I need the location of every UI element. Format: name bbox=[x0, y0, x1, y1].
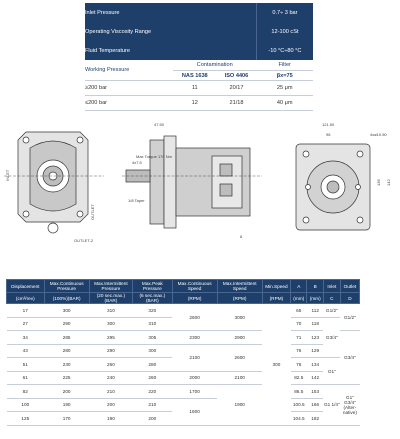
cont-cell: 190 bbox=[44, 398, 89, 412]
cont-cell: 280 bbox=[44, 344, 89, 358]
disp-cell: 51 bbox=[7, 358, 45, 372]
dim-142: 142 bbox=[386, 179, 391, 186]
inter-cell: 190 bbox=[89, 412, 132, 426]
contamination-header: Contamination bbox=[173, 60, 256, 71]
peak-cell: 280 bbox=[133, 358, 172, 372]
outlet2-label: OUTLET-2 bbox=[74, 238, 94, 243]
cont-speed-cell: 2300 bbox=[172, 331, 217, 345]
cont-speed-cell: 2600 bbox=[172, 304, 217, 331]
dim-bolt-holes: 4x⌀10.50 bbox=[370, 132, 387, 137]
inter-cell: 290 bbox=[89, 344, 132, 358]
dim-96: 96 bbox=[326, 132, 331, 137]
a-cell: 104.5 bbox=[291, 412, 307, 426]
spec-label: Inlet Pressure bbox=[85, 3, 256, 22]
spec-header-row bbox=[85, 60, 313, 71]
b-cell: 166 bbox=[307, 398, 323, 412]
dim-8: 8 bbox=[240, 234, 243, 239]
a-cell: 76 bbox=[291, 358, 307, 372]
disp-cell: 34 bbox=[7, 331, 45, 345]
col-min-speed: Min.Speed bbox=[262, 280, 290, 293]
a-cell: 86.5 bbox=[291, 385, 307, 399]
cont-cell: 300 bbox=[44, 304, 89, 318]
b-cell: 123 bbox=[307, 331, 323, 345]
pump-technical-drawing bbox=[4, 118, 396, 258]
inlet-label: INLET bbox=[5, 169, 10, 181]
peak-cell: 260 bbox=[133, 371, 172, 385]
table-row bbox=[7, 385, 360, 399]
peak-cell: 210 bbox=[133, 398, 172, 412]
cont-cell: 290 bbox=[44, 317, 89, 331]
inlet-cell: G1 1/4" bbox=[323, 385, 340, 426]
working-pressure-header: Working Pressure bbox=[85, 60, 173, 81]
disp-cell: 17 bbox=[7, 304, 45, 318]
outlet-cell: G3/4" bbox=[340, 331, 359, 385]
cont-speed-cell: 1700 bbox=[172, 385, 217, 399]
cont-cell: 200 bbox=[44, 385, 89, 399]
filter-cell: 25 μm bbox=[256, 81, 313, 96]
unit-cell: (RPM) bbox=[172, 293, 217, 304]
peak-cell: 300 bbox=[133, 344, 172, 358]
disp-cell: 82 bbox=[7, 385, 45, 399]
b-cell: 153 bbox=[307, 385, 323, 399]
nas-header: NAS 1638 bbox=[173, 71, 217, 81]
spec-label: Fluid Temperature bbox=[85, 41, 256, 60]
inter-cell: 310 bbox=[89, 304, 132, 318]
cont-speed-cell: 2000 bbox=[172, 371, 217, 385]
nas-cell: 11 bbox=[173, 81, 217, 96]
table-row bbox=[7, 304, 360, 318]
col-a: A bbox=[291, 280, 307, 293]
peak-cell: 200 bbox=[133, 412, 172, 426]
beta-header: βx=75 bbox=[256, 71, 313, 81]
outlet-cell: G1/2" bbox=[340, 304, 359, 331]
a-cell: 76 bbox=[291, 344, 307, 358]
inter-speed-cell: 3000 bbox=[217, 304, 262, 331]
spec-value: 0.7÷ 3 bar bbox=[256, 3, 313, 22]
inter-cell: 260 bbox=[89, 358, 132, 372]
cont-speed-cell: 1600 bbox=[172, 398, 217, 425]
spec-label: Operating Viscosity Range bbox=[85, 22, 256, 41]
iso-header: ISO 4406 bbox=[217, 71, 257, 81]
cont-speed-cell: 2100 bbox=[172, 344, 217, 371]
dim-47-50: 47.50 bbox=[154, 122, 165, 127]
pump-rear-view bbox=[296, 144, 370, 230]
col-inter-speed: Max.Intermittent Speed bbox=[217, 280, 262, 293]
inter-speed-cell: 2900 bbox=[217, 331, 262, 345]
flange-front-view bbox=[4, 132, 104, 233]
col-peak-pressure: Max.Peak Pressure bbox=[133, 280, 172, 293]
inter-cell: 200 bbox=[89, 398, 132, 412]
dim-136: 136 bbox=[376, 179, 381, 186]
unit-cell: (RPM) bbox=[262, 293, 290, 304]
spec-value: -10 °C÷80 °C bbox=[256, 41, 313, 60]
spec-row-inlet bbox=[85, 3, 313, 22]
model-units-row bbox=[7, 293, 360, 304]
min-speed-cell: 300 bbox=[262, 304, 290, 426]
cont-cell: 285 bbox=[44, 331, 89, 345]
unit-cell: (100%)(BAR) bbox=[44, 293, 89, 304]
b-cell: 182 bbox=[307, 412, 323, 426]
cont-cell: 225 bbox=[44, 371, 89, 385]
key-note: 4x7.5 bbox=[132, 160, 142, 165]
cont-cell: 170 bbox=[44, 412, 89, 426]
torque-note: Max Torque 170 Nm bbox=[136, 154, 172, 159]
b-cell: 129 bbox=[307, 344, 323, 358]
peak-cell: 220 bbox=[133, 385, 172, 399]
pressure-cell: ≥200 bar bbox=[85, 81, 173, 96]
table-row bbox=[7, 331, 360, 345]
spec-row-temperature bbox=[85, 41, 313, 60]
inter-cell: 240 bbox=[89, 371, 132, 385]
unit-cell: (mm) bbox=[291, 293, 307, 304]
model-header-row bbox=[7, 280, 360, 293]
inlet-cell: G1" bbox=[323, 358, 340, 385]
b-cell: 112 bbox=[307, 304, 323, 318]
col-displacement: Displacement bbox=[7, 280, 45, 293]
inlet-cell: G3/4" bbox=[323, 317, 340, 358]
inter-cell: 300 bbox=[89, 317, 132, 331]
unit-cell: (6 sec.max.)(BAR) bbox=[133, 293, 172, 304]
spec-row-viscosity bbox=[85, 22, 313, 41]
disp-cell: 27 bbox=[7, 317, 45, 331]
filter-header: Filter bbox=[256, 60, 313, 71]
dim-121-50: 121.50 bbox=[322, 122, 335, 127]
nas-cell: 12 bbox=[173, 96, 217, 111]
col-cont-pressure: Max.Continuous Pressure bbox=[44, 280, 89, 293]
b-cell: 118 bbox=[307, 317, 323, 331]
col-inter-pressure: Max.Intermittent Pressure bbox=[89, 280, 132, 293]
unit-cell: (cm³/rev) bbox=[7, 293, 45, 304]
b-cell: 142 bbox=[307, 371, 323, 385]
spec-data-row bbox=[85, 96, 313, 111]
disp-cell: 125 bbox=[7, 412, 45, 426]
b-cell: 134 bbox=[307, 358, 323, 372]
inter-speed-cell: 1900 bbox=[217, 385, 262, 426]
spec-value: 12-100 cSt bbox=[256, 22, 313, 41]
outlet-label: OUTLET bbox=[90, 204, 95, 220]
inter-cell: 295 bbox=[89, 331, 132, 345]
unit-cell: (mm) bbox=[307, 293, 323, 304]
table-row bbox=[7, 398, 360, 412]
peak-cell: 305 bbox=[133, 331, 172, 345]
col-inlet: Inlet bbox=[323, 280, 340, 293]
unit-cell: (RPM) bbox=[217, 293, 262, 304]
model-data-table bbox=[6, 279, 360, 426]
disp-cell: 43 bbox=[7, 344, 45, 358]
a-cell: 100.5 bbox=[291, 398, 307, 412]
disp-cell: 100 bbox=[7, 398, 45, 412]
table-row bbox=[7, 344, 360, 358]
iso-cell: 21/18 bbox=[217, 96, 257, 111]
specification-table bbox=[85, 3, 313, 111]
inter-speed-cell: 2600 bbox=[217, 344, 262, 371]
pressure-cell: ≤200 bar bbox=[85, 96, 173, 111]
unit-cell: D bbox=[340, 293, 359, 304]
col-b: B bbox=[307, 280, 323, 293]
inter-cell: 210 bbox=[89, 385, 132, 399]
unit-cell: (20 sec.max.)(BAR) bbox=[89, 293, 132, 304]
unit-cell: C bbox=[323, 293, 340, 304]
col-cont-speed: Max.Continuous Speed bbox=[172, 280, 217, 293]
a-cell: 65 bbox=[291, 304, 307, 318]
taper-note: 1/8 Taper bbox=[128, 198, 145, 203]
peak-cell: 320 bbox=[133, 304, 172, 318]
cont-cell: 230 bbox=[44, 358, 89, 372]
filter-cell: 40 μm bbox=[256, 96, 313, 111]
a-cell: 82.5 bbox=[291, 371, 307, 385]
pump-side-view bbox=[122, 136, 262, 228]
iso-cell: 20/17 bbox=[217, 81, 257, 96]
a-cell: 70 bbox=[291, 317, 307, 331]
spec-data-row bbox=[85, 81, 313, 96]
disp-cell: 61 bbox=[7, 371, 45, 385]
col-outlet: Outlet bbox=[340, 280, 359, 293]
peak-cell: 310 bbox=[133, 317, 172, 331]
table-row bbox=[7, 371, 360, 385]
outlet-cell: G1" G3/4" (Alter-native) bbox=[340, 385, 359, 426]
inlet-cell: G1/2" bbox=[323, 304, 340, 318]
a-cell: 71 bbox=[291, 331, 307, 345]
inter-speed-cell: 2100 bbox=[217, 371, 262, 385]
